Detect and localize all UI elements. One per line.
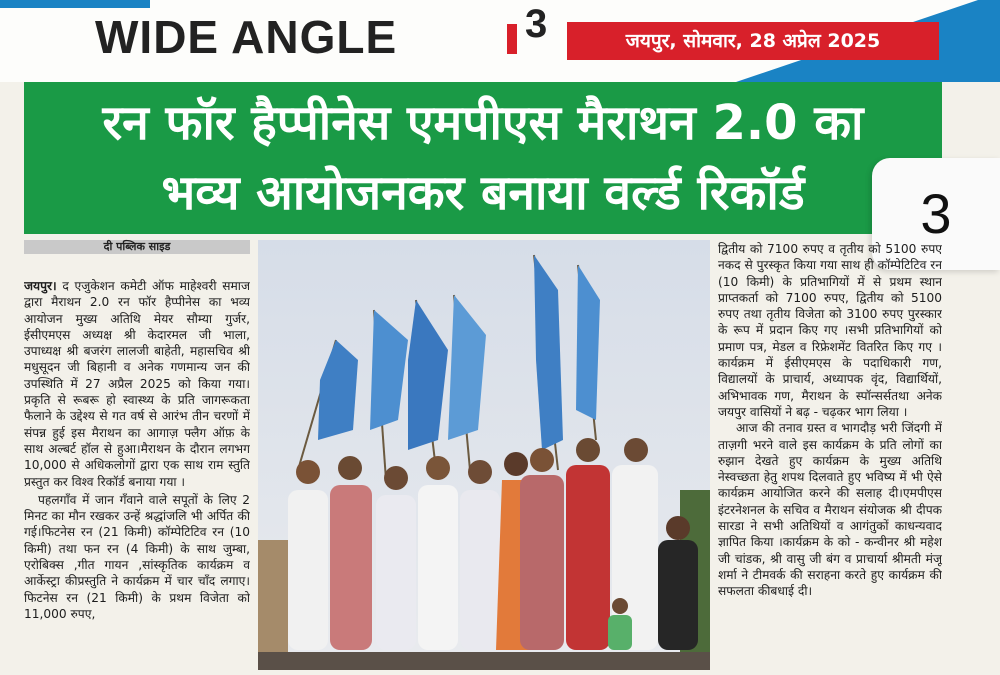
dateline: जयपुर, सोमवार, 28 अप्रेल 2025	[567, 22, 939, 60]
section-title: WIDE ANGLE	[95, 11, 398, 63]
headline-line-2: भव्य आयोजनकर बनाया वर्ल्ड रिकॉर्ड	[161, 165, 805, 221]
article-paragraph	[24, 278, 250, 490]
headline-banner	[24, 82, 942, 234]
article-paragraph: द्वितीय को 7100 रुपए व तृतीय को 5100 रुपए नकद से पुरस्कृत किया गया साथ ही कॉम्पेटिटिव रन (10 किमी) के प्रतिभागियों में से प्रथम स्थान प्राप्तकर्ता को 7100 रुपए, द्वितीय को 5100 रुपए तथा तृतीय विजेता को 3100 रुपए पुरस्कार के रूप में प्रदान किए गए ।सभी प्रतिभागियों को प्रमाण पत्र, मेडल व रिफ्रेशमेंट वितरित किए गए ।कार्यक्रम में ईसीएमएस के पदाधिकारी गण, विद्यालयों के प्राचार्य, अध्यापक वृंद, विद्यार्थियों, अभिभावक गण, मैराथन के स्पॉन्सर्सतथा अनेक जयपुर वासियों ने बढ़ - चढ़कर भाग लिया ।	[718, 242, 942, 419]
article-paragraph: आज की तनाव ग्रस्त व भागदौड़ भरी जिंदगी में ताज़गी भरने वाले इस कार्यक्रम के प्रति लोगों का रुझान देखते हुए कार्यक्रम के मुख्य अतिथि नेस्वच्छता हेतु शपथ दिलवाते हुए भविष्य में भी ऐसे कार्यक्रम आयोजित करने की सलाह दी।एमपीएस इंटरनेशनल के सचिव व मैराथन संयोजक श्री दीपक सारडा ने सभी अतिथियों व आगंतुकों काधन्यवाद ज्ञापित किया ।कार्यक्रम के को - कन्वीनर श्री महेश जी चांडक, श्री वासु जी बंग व प्राचार्या श्रीमती मंजू शर्मा ने टीमवर्क की सराहना करते हुए कार्यक्रम की सफलता कीबधाई दी।	[718, 421, 942, 599]
byline: दी पब्लिक साइड	[103, 240, 171, 253]
article-column-1	[24, 278, 250, 670]
page-number-marker	[507, 24, 517, 54]
article-column-2	[718, 241, 942, 671]
article-paragraph: पहलगाँव में जान गँवाने वाले सपूतों के लिए 2 मिनट का मौन रखकर उन्हें श्रद्धांजलि भी अर्पित की गई।फिटनेस रन (21 किमी) कॉम्पेटिटिव रन (10 किमी) तथा फन रन (4 किमी) के साथ जुम्बा, एरोबिक्स ,गीत गायन ,सांस्कृतिक कार्यक्रम व आर्केस्ट्रा कीप्रस्तुति ने कार्यक्रम में चार चाँद लगाए। फिटनेस रन (21 किमी) के प्रथम विजेता को 11,000 रुपए,	[24, 492, 250, 621]
article-placeline: जयपुर।	[24, 279, 57, 293]
event-photo	[258, 240, 710, 670]
page-number: 3	[525, 2, 548, 46]
page-counter-badge[interactable]: 3	[872, 158, 1000, 270]
masthead-corner-stripe	[0, 0, 150, 8]
article-text: द एजुकेशन कमेटी ऑफ माहेश्वरी समाज द्वारा मैराथन 2.0 रन फॉर हैप्पीनेस का भव्य आयोजन मुख्य अतिथि मेयर सौम्या गुर्जर, ईसीएमएस अध्यक्ष श्री केदारमल जी भाला, उपाध्यक्ष श्री बजरंग लालजी बाहेती, महासचिव श्री मधुसूदन जी बिहानी व अनेक गणमान्य जन की उपस्थिति में 27 अप्रैल 2025 को किया गया। प्रकृति से रूबरू हो स्वास्थ्य के प्रति जागरूकता फैलाने के उद्देश्य से गत वर्ष से आरंभ तीन चरणों में संपन्न हुई इस मैराथन का आगाज़ फ्लैग ऑफ़ के साथ अल्बर्ट हॉल से हुआ।मैराथन के दौरान लगभग 10,000 से अधिकलोगों द्वारा एक साथ राम स्तुति प्रस्तुत कर विश्व रिकॉर्ड बनाया गया ।	[24, 279, 250, 489]
headline-line-1: रन फॉर हैप्पीनेस एमपीएस मैराथन 2.0 का	[102, 95, 864, 151]
